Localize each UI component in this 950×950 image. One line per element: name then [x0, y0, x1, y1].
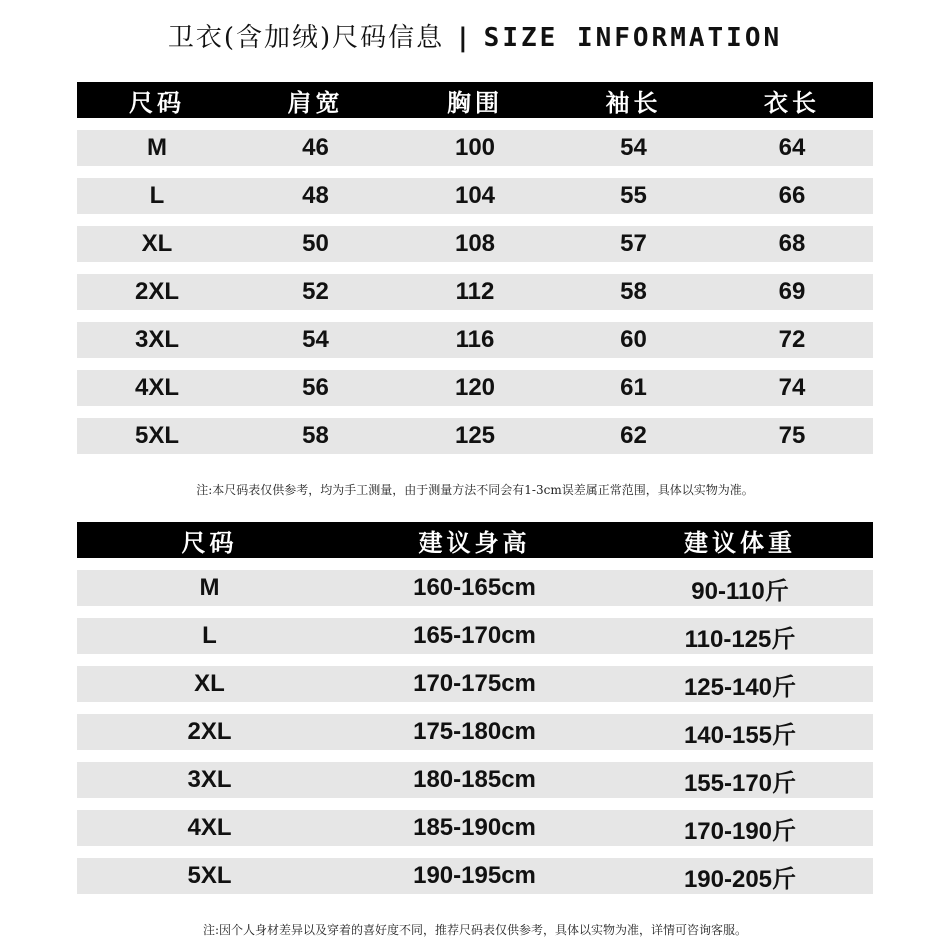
cell-size: M — [147, 134, 167, 161]
cell-size: 4XL — [134, 374, 179, 401]
cell-size: 3XL — [187, 766, 232, 793]
cell-chest: 100 — [454, 134, 496, 161]
table-row — [77, 762, 873, 798]
cell-height: 180-185cm — [413, 766, 536, 793]
table-row — [77, 858, 873, 894]
cell-weight: 125-140斤 — [683, 673, 797, 701]
cell-chest: 116 — [455, 326, 495, 353]
header-chest: 胸围 — [447, 87, 503, 117]
cell-height: 175-180cm — [413, 718, 536, 745]
header-length: 衣长 — [764, 87, 820, 117]
cell-weight: 155-170斤 — [683, 769, 797, 797]
cell-size: 5XL — [134, 422, 179, 449]
size-table-header — [77, 82, 873, 118]
recommend-table — [77, 522, 873, 894]
cell-chest: 112 — [455, 278, 495, 305]
header-height: 建议身高 — [418, 527, 531, 557]
table-row — [77, 226, 873, 262]
cell-length: 72 — [778, 326, 806, 353]
cell-sleeve: 55 — [620, 182, 647, 209]
title-cn: 卫衣(含加绒)尺码信息 — [167, 23, 445, 53]
cell-length: 64 — [778, 134, 806, 161]
cell-length: 75 — [778, 422, 806, 449]
table-row — [77, 130, 873, 166]
cell-size: 2XL — [134, 278, 179, 305]
recommend-table-note: 注:因个人身材差异以及穿着的喜好度不同，推荐尺码表仅供参考，具体以实物为准，详情可咨询客服。 — [202, 923, 748, 937]
header-size: 尺码 — [181, 527, 238, 557]
cell-size: L — [149, 182, 165, 209]
cell-shoulder: 46 — [302, 134, 329, 161]
header-size: 尺码 — [129, 87, 185, 117]
table-row — [77, 274, 873, 310]
recommend-table-header — [77, 522, 873, 558]
table-row — [77, 370, 873, 406]
page-title — [0, 18, 950, 58]
cell-height: 160-165cm — [413, 574, 536, 601]
title-separator: | — [458, 23, 470, 53]
cell-size: M — [199, 574, 220, 601]
cell-size: 3XL — [134, 326, 179, 353]
cell-shoulder: 58 — [302, 422, 329, 449]
cell-chest: 108 — [454, 230, 496, 257]
cell-shoulder: 52 — [302, 278, 329, 305]
cell-sleeve: 58 — [620, 278, 647, 305]
cell-height: 165-170cm — [413, 622, 536, 649]
cell-sleeve: 60 — [620, 326, 647, 353]
cell-sleeve: 54 — [620, 134, 647, 161]
cell-length: 74 — [778, 374, 806, 401]
table-row — [77, 714, 873, 750]
cell-shoulder: 50 — [302, 230, 329, 257]
cell-chest: 104 — [454, 182, 496, 209]
table-row — [77, 418, 873, 454]
cell-size: 5XL — [187, 862, 232, 889]
cell-size: 4XL — [187, 814, 232, 841]
cell-weight: 140-155斤 — [683, 721, 797, 749]
cell-weight: 110-125斤 — [684, 625, 796, 653]
cell-height: 190-195cm — [413, 862, 536, 889]
cell-sleeve: 57 — [620, 230, 647, 257]
cell-sleeve: 61 — [620, 374, 647, 401]
cell-weight: 190-205斤 — [683, 865, 797, 893]
header-weight: 建议体重 — [684, 527, 796, 557]
cell-size: L — [202, 622, 217, 649]
cell-length: 68 — [778, 230, 806, 257]
cell-chest: 120 — [454, 374, 496, 401]
table-row — [77, 322, 873, 358]
size-table-note: 注:本尺码表仅供参考，均为手工测量，由于测量方法不同会有1-3cm误差属正常范围，具体以实物为准。 — [196, 483, 754, 497]
size-table — [77, 82, 873, 454]
cell-weight: 90-110斤 — [691, 577, 789, 605]
cell-chest: 125 — [454, 422, 496, 449]
header-sleeve: 袖长 — [605, 87, 662, 117]
table-row — [77, 618, 873, 654]
cell-length: 66 — [778, 182, 806, 209]
cell-height: 185-190cm — [413, 814, 536, 841]
cell-shoulder: 54 — [302, 326, 329, 353]
table-row — [77, 178, 873, 214]
cell-length: 69 — [778, 278, 806, 305]
title-en: SIZE INFORMATION — [483, 23, 783, 53]
header-shoulder: 肩宽 — [287, 87, 344, 117]
table-row — [77, 666, 873, 702]
cell-sleeve: 62 — [620, 422, 647, 449]
cell-size: XL — [194, 670, 225, 697]
table-row — [77, 570, 873, 606]
cell-shoulder: 56 — [302, 374, 329, 401]
cell-shoulder: 48 — [302, 182, 329, 209]
cell-weight: 170-190斤 — [683, 817, 797, 845]
cell-size: XL — [141, 230, 173, 257]
cell-height: 170-175cm — [413, 670, 536, 697]
table-row — [77, 810, 873, 846]
cell-size: 2XL — [187, 718, 232, 745]
